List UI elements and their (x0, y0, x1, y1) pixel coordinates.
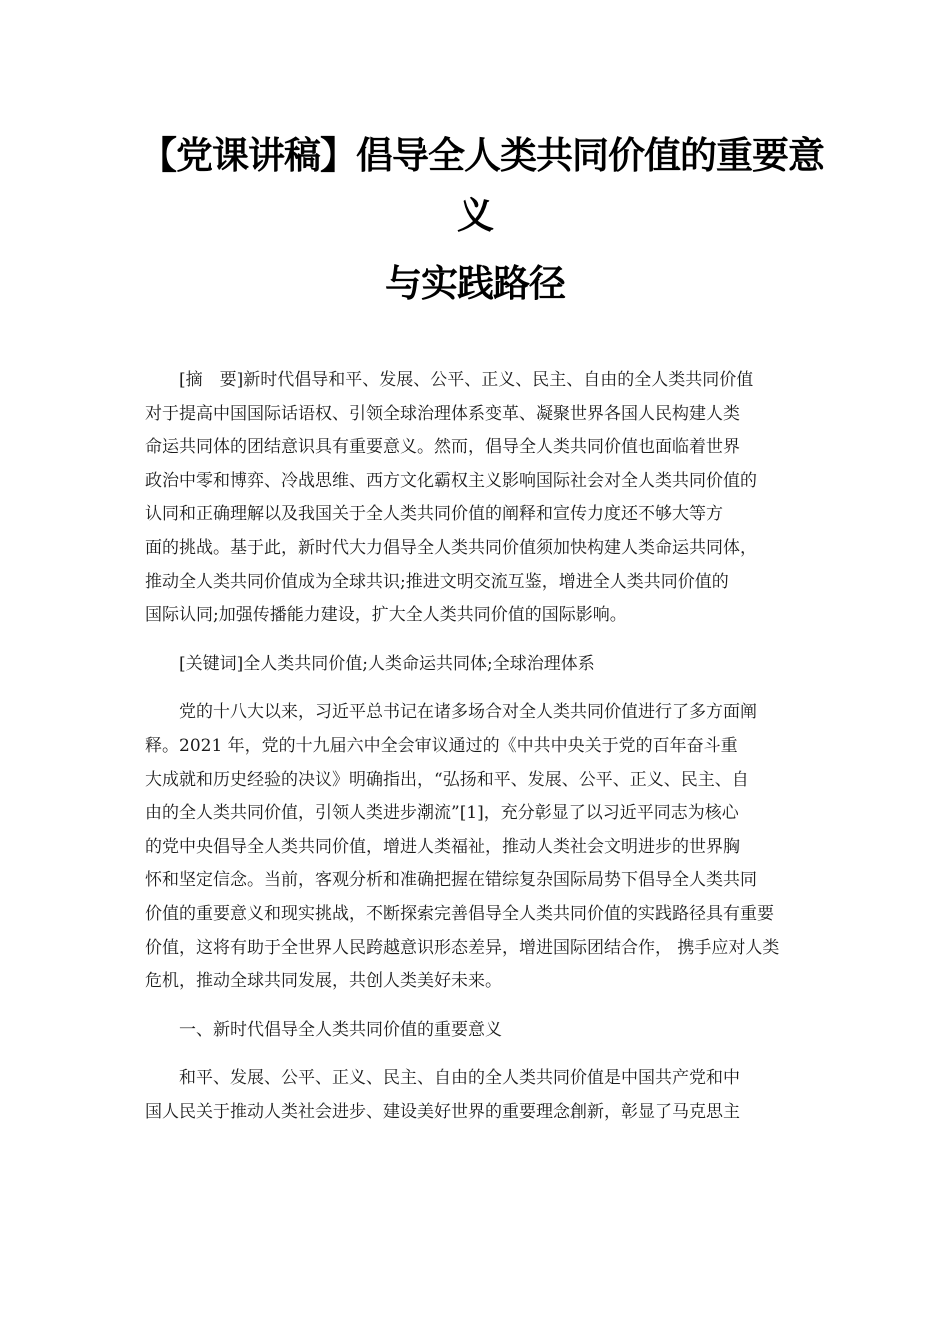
abstract-line: [摘 要]新时代倡导和平、发展、公平、正义、民主、自由的全人类共同价值 (179, 370, 754, 390)
section-line: 国人民关于推动人类社会进步、建设美好世界的重要理念創新，彰显了马克思主 (145, 1101, 740, 1122)
intro-line: 的党中央倡导全人类共同价值，增进人类福祉，推动人类社会文明进步的世界胸 (145, 836, 740, 857)
intro-line: 价值，这将有助于全世界人民跨越意识形态差异，增进国际团结合作， 携手应对人类 (145, 937, 780, 958)
intro-line: 大成就和历史经验的决议》明确指出，“弘扬和平、发展、公平、正义、民主、自 (145, 769, 749, 790)
abstract-line: 推动全人类共同价值成为全球共识;推进文明交流互鉴，增进全人类共同价值的 (145, 571, 729, 592)
section-heading (145, 1014, 815, 1048)
intro-paragraph (145, 696, 815, 998)
abstract-line: 对于提高中国国际话语权、引领全球治理体系变革、凝聚世界各国人民构建人类 (145, 403, 740, 424)
intro-line: 党的十八大以来，习近平总书记在诸多场合对全人类共同价值进行了多方面阐 (179, 702, 757, 723)
document-title (140, 126, 824, 314)
intro-line: 由的全人类共同价值，引领人类进步潮流”[1]，充分彰显了以习近平同志为核心 (145, 803, 739, 824)
section-heading-text: 一、新时代倡导全人类共同价值的重要意义 (179, 1019, 502, 1040)
abstract-paragraph (145, 364, 815, 633)
abstract-line: 命运共同体的团结意识具有重要意义。然而，倡导全人类共同价值也面临着世界 (145, 437, 740, 458)
title-line-2: 义 (457, 194, 493, 237)
document-body (145, 364, 815, 1129)
intro-line: 危机，推动全球共同发展，共创人类美好未来。 (145, 971, 502, 992)
section-paragraph (145, 1062, 815, 1129)
title-line-3: 与实践路径 (385, 262, 565, 305)
intro-line: 价值的重要意义和现实挑战，不断探索完善倡导全人类共同价值的实践路径具有重要 (145, 903, 774, 924)
intro-line: 释。2021 年，党的十九届六中全会审议通过的《中共中央关于党的百年奋斗重 (145, 735, 738, 756)
keywords-paragraph (145, 648, 815, 682)
abstract-line: 面的挑战。基于此，新时代大力倡导全人类共同价值须加快构建人类命运共同体， (145, 537, 757, 558)
abstract-line: 国际认同;加强传播能力建设，扩大全人类共同价值的国际影响。 (145, 605, 627, 626)
title-line-1: 【党课讲稿】倡导全人类共同价值的重要意 (140, 134, 824, 177)
section-line: 和平、发展、公平、正义、民主、自由的全人类共同价值是中国共产党和中 (179, 1068, 740, 1089)
intro-line: 怀和坚定信念。当前，客观分析和准确把握在错综复杂国际局势下倡导全人类共同 (145, 870, 757, 891)
abstract-line: 认同和正确理解以及我国关于全人类共同价值的阐释和宣传力度还不够大等方 (145, 504, 723, 525)
keywords-line: [关键词]全人类共同价值;人类命运共同体;全球治理体系 (179, 653, 595, 674)
abstract-line: 政治中零和博弈、冷战思维、西方文化霸权主义影响国际社会对全人类共同价值的 (145, 470, 757, 491)
